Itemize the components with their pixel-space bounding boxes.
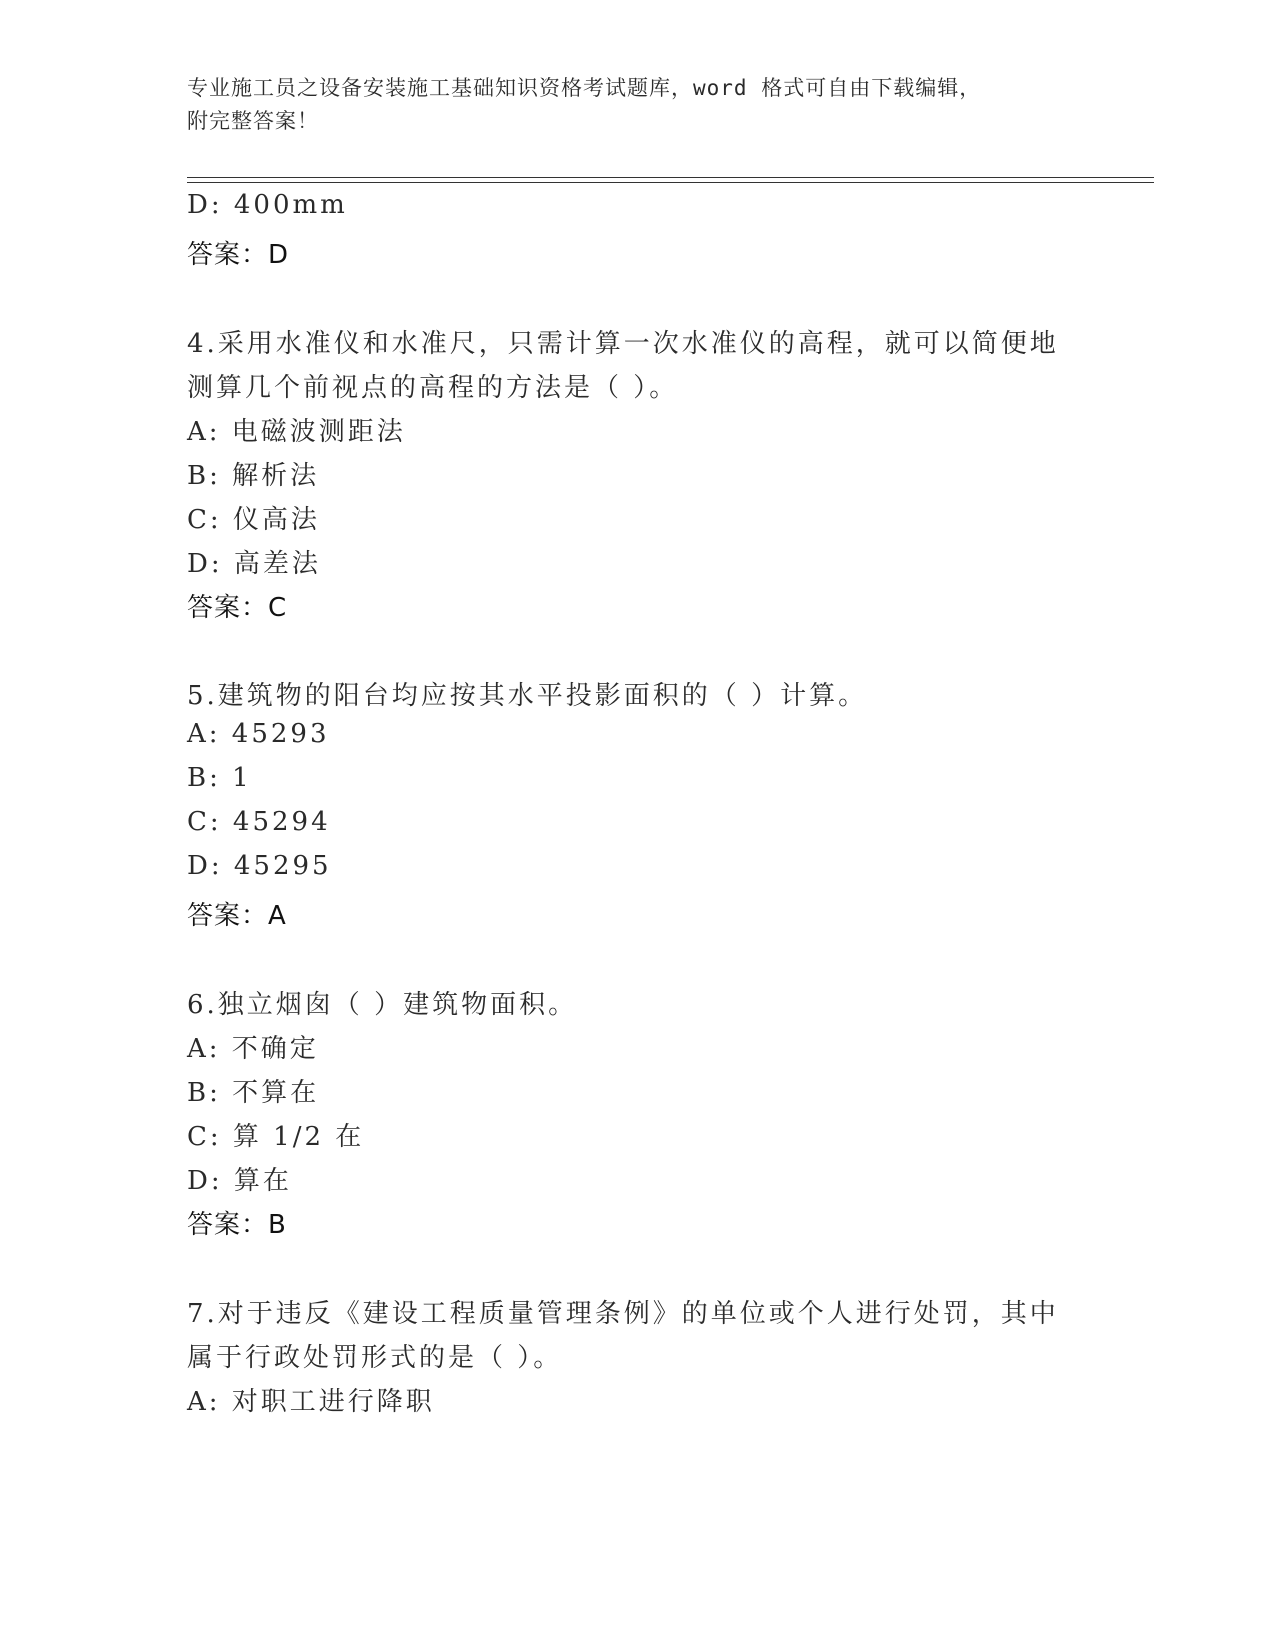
- header-line-1: 专业施工员之设备安装施工基础知识资格考试题库，word 格式可自由下载编辑，: [187, 76, 982, 100]
- option-line: C: 仪高法: [187, 505, 320, 535]
- option-line: D: 算在: [187, 1166, 292, 1196]
- header-line-2: 附完整答案！: [187, 109, 319, 133]
- answer-line: 答案：D: [187, 240, 290, 270]
- document-header: [187, 72, 1067, 138]
- header-divider-top: [187, 177, 1154, 178]
- option-line: B: 1: [187, 763, 252, 793]
- question-text: 6.独立烟囱（ ）建筑物面积。: [187, 990, 578, 1020]
- question-text: 测算几个前视点的高程的方法是（ ）。: [187, 373, 679, 403]
- option-line: D: 400mm: [187, 190, 348, 220]
- option-line: B: 解析法: [187, 461, 320, 491]
- option-line: A: 45293: [187, 719, 330, 749]
- answer-line: 答案：B: [187, 1210, 287, 1240]
- option-line: C: 算 1/2 在: [187, 1122, 365, 1152]
- question-text: 4.采用水准仪和水准尺，只需计算一次水准仪的高程，就可以简便地: [187, 329, 1059, 359]
- question-text: 属于行政处罚形式的是（ ）。: [187, 1343, 563, 1373]
- option-line: D: 45295: [187, 851, 332, 881]
- option-line: D: 高差法: [187, 549, 321, 579]
- option-line: B: 不算在: [187, 1078, 320, 1108]
- option-line: A: 不确定: [187, 1034, 319, 1064]
- question-text: 7.对于违反《建设工程质量管理条例》的单位或个人进行处罚，其中: [187, 1299, 1059, 1329]
- option-line: A: 对职工进行降职: [187, 1387, 435, 1417]
- answer-line: 答案：A: [187, 901, 287, 931]
- answer-line: 答案：C: [187, 593, 288, 623]
- option-line: A: 电磁波测距法: [187, 417, 406, 447]
- option-line: C: 45294: [187, 807, 331, 837]
- question-text: 5.建筑物的阳台均应按其水平投影面积的（ ）计算。: [187, 681, 868, 711]
- header-divider-bottom: [187, 182, 1154, 183]
